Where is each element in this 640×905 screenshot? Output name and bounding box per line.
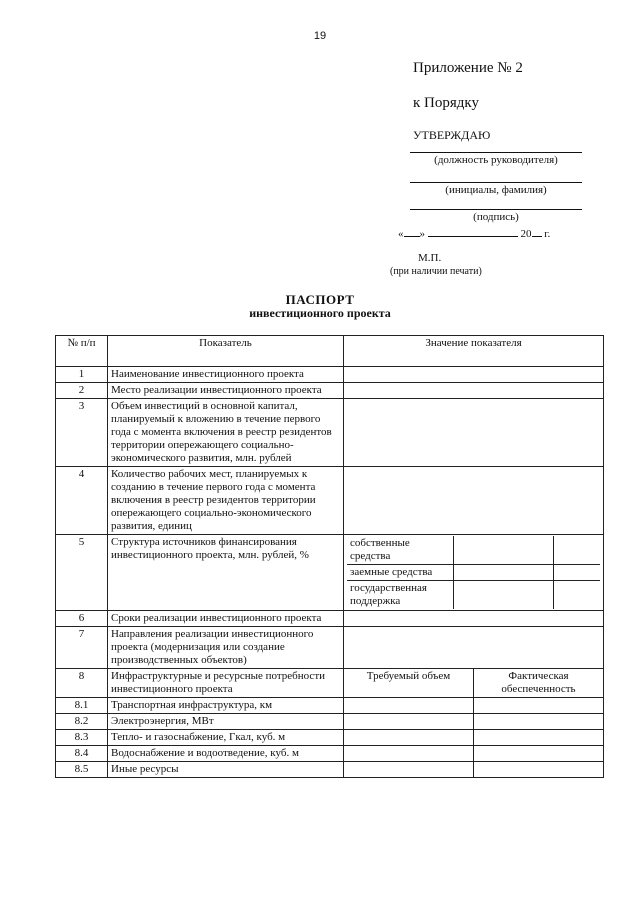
page-number: 19 <box>313 30 327 42</box>
row-num: 8.4 <box>56 746 108 762</box>
table-row <box>56 698 604 714</box>
table-row <box>56 627 604 669</box>
row-label: Структура источников финансирования инвестиционного проекта, млн. рублей, % <box>108 535 344 611</box>
row-num: 2 <box>56 383 108 399</box>
row-value <box>344 383 604 399</box>
row-num: 4 <box>56 467 108 535</box>
stamp-note: (при наличии печати) <box>390 266 482 277</box>
financing-source: собственные средства <box>347 536 453 565</box>
row-num: 8 <box>56 669 108 698</box>
required-value <box>344 698 474 714</box>
year-suffix: г. <box>544 228 551 240</box>
required-volume-header: Требуемый объем <box>344 669 474 698</box>
required-value <box>344 762 474 778</box>
table-row <box>56 367 604 383</box>
row-num: 1 <box>56 367 108 383</box>
date-line <box>398 226 550 240</box>
stamp-label: М.П. <box>418 252 442 264</box>
month-blank <box>428 226 518 237</box>
financing-amount <box>453 581 553 610</box>
year-blank <box>532 226 542 237</box>
passport-title: ПАСПОРТ <box>285 292 355 307</box>
row-num: 8.2 <box>56 714 108 730</box>
table-row <box>56 762 604 778</box>
required-value <box>344 746 474 762</box>
row-num: 5 <box>56 535 108 611</box>
financing-percent <box>553 581 600 610</box>
financing-row <box>347 565 600 581</box>
actual-value <box>474 762 604 778</box>
row-value <box>344 367 604 383</box>
row-value <box>344 611 604 627</box>
signature-caption: (подпись) <box>410 209 582 223</box>
financing-percent <box>553 565 600 581</box>
row-num: 3 <box>56 399 108 467</box>
row-num: 8.3 <box>56 730 108 746</box>
table-row <box>56 611 604 627</box>
row-num: 8.1 <box>56 698 108 714</box>
appendix-title: Приложение № 2 <box>413 60 523 76</box>
table-row <box>56 669 604 698</box>
position-caption: (должность руководителя) <box>410 152 582 166</box>
row-value <box>344 467 604 535</box>
row-num: 8.5 <box>56 762 108 778</box>
passport-subtitle: инвестиционного проекта <box>249 306 391 320</box>
table-header-row <box>56 336 604 367</box>
row-label: Транспортная инфраструктура, км <box>108 698 344 714</box>
table-row <box>56 730 604 746</box>
table-row <box>56 383 604 399</box>
appendix-reference: к Порядку <box>413 95 479 111</box>
row-label: Электроэнергия, МВт <box>108 714 344 730</box>
row-label: Место реализации инвестиционного проекта <box>108 383 344 399</box>
financing-row <box>347 581 600 610</box>
row-label: Объем инвестиций в основной капитал, планируемый к вложению в течение первого года с момента включения в реестр резидентов территории опережающего социально-экономического развития, млн. рублей <box>108 399 344 467</box>
financing-subtable <box>347 536 600 609</box>
row-num: 7 <box>56 627 108 669</box>
table-row <box>56 714 604 730</box>
approval-label: УТВЕРЖДАЮ <box>413 128 491 142</box>
financing-percent <box>553 536 600 565</box>
required-value <box>344 714 474 730</box>
row-value <box>344 399 604 467</box>
row-label: Иные ресурсы <box>108 762 344 778</box>
row-num: 6 <box>56 611 108 627</box>
row-value <box>344 627 604 669</box>
financing-source: заемные средства <box>347 565 453 581</box>
financing-amount <box>453 565 553 581</box>
table-row <box>56 399 604 467</box>
actual-value <box>474 714 604 730</box>
financing-source: государственная поддержка <box>347 581 453 610</box>
passport-table <box>55 335 604 778</box>
actual-value <box>474 730 604 746</box>
row-label: Тепло- и газоснабжение, Гкал, куб. м <box>108 730 344 746</box>
table-row <box>56 535 604 611</box>
header-indicator: Показатель <box>108 336 344 367</box>
header-num: № п/п <box>56 336 108 367</box>
actual-value <box>474 698 604 714</box>
date-open-quote: « <box>398 228 404 240</box>
table-row <box>56 746 604 762</box>
row-label: Инфраструктурные и ресурсные потребности инвестиционного проекта <box>108 669 344 698</box>
date-close-quote: » <box>419 228 425 240</box>
day-blank <box>404 226 420 237</box>
header-value: Значение показателя <box>344 336 604 367</box>
actual-provision-header: Фактическая обеспеченность <box>474 669 604 698</box>
name-caption: (инициалы, фамилия) <box>410 182 582 196</box>
row-label: Наименование инвестиционного проекта <box>108 367 344 383</box>
financing-row <box>347 536 600 565</box>
row-label: Водоснабжение и водоотведение, куб. м <box>108 746 344 762</box>
financing-structure <box>344 535 604 611</box>
financing-amount <box>453 536 553 565</box>
year-prefix: 20 <box>520 228 532 240</box>
table-row <box>56 467 604 535</box>
row-label: Количество рабочих мест, планируемых к созданию в течение первого года с момента включения в реестр резидентов территории опережающего социально-экономического развития, единиц <box>108 467 344 535</box>
actual-value <box>474 746 604 762</box>
row-label: Сроки реализации инвестиционного проекта <box>108 611 344 627</box>
row-label: Направления реализации инвестиционного проекта (модернизация или создание производственных объектов) <box>108 627 344 669</box>
required-value <box>344 730 474 746</box>
